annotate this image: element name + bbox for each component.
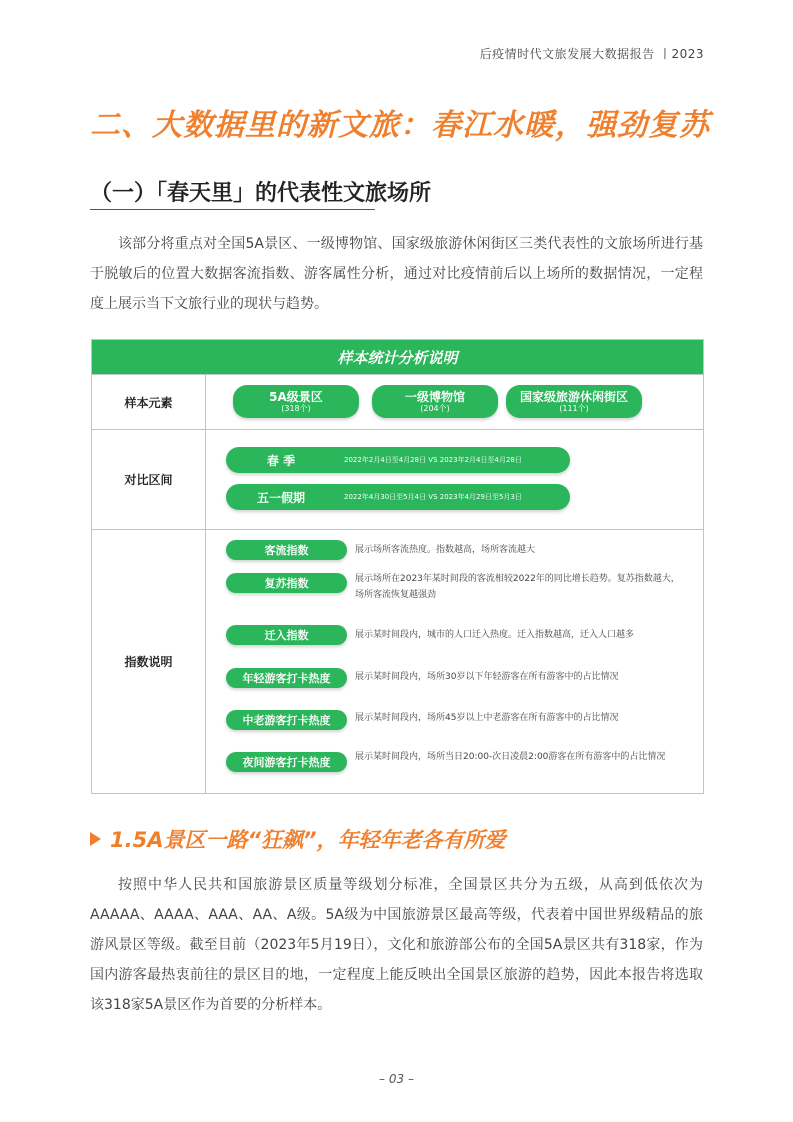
report-header: 后疫情时代文旅发展大数据报告 丨2023 [479,47,704,61]
index-pill-traffic: 客流指数 [226,540,347,560]
index-pill-recovery: 复苏指数 [226,573,347,593]
element-pill-5a [233,385,359,418]
index-pill-migration: 迁入指数 [226,625,347,645]
index-desc-senior: 展示某时间段内，场所45岁以上中老游客在所有游客中的占比情况 [355,713,619,723]
index-pill-young: 年轻游客打卡热度 [226,668,347,688]
element-name: 5A级景区 [269,389,323,404]
element-count: (111个) [559,403,589,413]
page-number: – 03 – [379,1072,414,1086]
period-range: 2022年4月30日至5月4日 VS 2023年4月29日至5月3日 [344,493,522,501]
paragraph-5a-scenic: 按照中华人民共和国旅游景区质量等级划分标准，全国景区共分为五级，从高到低依次为AAAAA、AAAA、AAA、AA、A级。5A级为中国旅游景区最高等级，代表着中国世界级精品的旅游风景区等级。截至目前（2023年5月19日），文化和旅游部公布的全国5A景区共有318家，作为国内游客最热衷前往的景区目的地，一定程度上能反映出全国景区旅游的趋势，因此本报告将选取该318家5A景区作为首要的分析样本。 [90,877,703,1013]
period-pill-spring [226,447,570,473]
section-title: 二、大数据里的新文旅：春江水暖，强劲复苏 [90,108,710,143]
index-desc-night: 展示某时间段内，场所当日20:00-次日凌晨2:00游客在所有游客中的占比情况 [355,752,666,762]
index-pill-senior: 中老游客打卡热度 [226,710,347,730]
heading-5a-scenic: 1.5A景区一路“狂飙”，年轻年老各有所爱 [110,828,506,852]
row-label: 样本元素 [92,375,206,429]
sub-title-underline [90,209,375,210]
triangle-bullet-icon [90,832,101,846]
index-desc-recovery: 展示场所在2023年某时间段的客流相较2022年的同比增长趋势。复苏指数越大，场所客流恢复越强劲 [355,574,680,600]
intro-paragraph: 该部分将重点对全国5A景区、一级博物馆、国家级旅游休闲街区三类代表性的文旅场所进行基于脱敏后的位置大数据客流指数、游客属性分析，通过对比疫情前后以上场所的数据情况，一定程度上展示当下文旅行业的现状与趋势。 [90,236,703,312]
period-range: 2022年2月4日至4月28日 VS 2023年2月4日至4月28日 [344,456,522,464]
index-desc-migration: 展示某时间段内，城市的人口迁入热度。迁入指数越高，迁入人口越多 [355,630,635,640]
index-desc-young: 展示某时间段内，场所30岁以下年轻游客在所有游客中的占比情况 [355,672,619,682]
sample-statistics-table [91,339,704,794]
period-name: 五一假期 [256,490,305,505]
table-title: 样本统计分析说明 [92,340,703,374]
row-sample-elements [92,374,703,429]
index-pill-night: 夜间游客打卡热度 [226,752,347,772]
period-name: 春 季 [266,453,296,468]
element-pill-street [506,385,642,418]
row-label: 指数说明 [92,530,206,793]
period-pill-mayday [226,484,570,510]
row-comparison-periods [92,429,703,529]
row-label: 对比区间 [92,430,206,529]
element-name: 一级博物馆 [404,389,465,404]
row-index-descriptions [92,529,703,793]
element-count: (318个) [281,403,311,413]
index-desc-traffic: 展示场所客流热度。指数越高，场所客流越大 [355,545,536,555]
sub-title: （一）「春天里」的代表性文旅场所 [90,181,432,206]
element-pill-museum [372,385,498,418]
element-name: 国家级旅游休闲街区 [519,389,628,404]
element-count: (204个) [420,403,450,413]
